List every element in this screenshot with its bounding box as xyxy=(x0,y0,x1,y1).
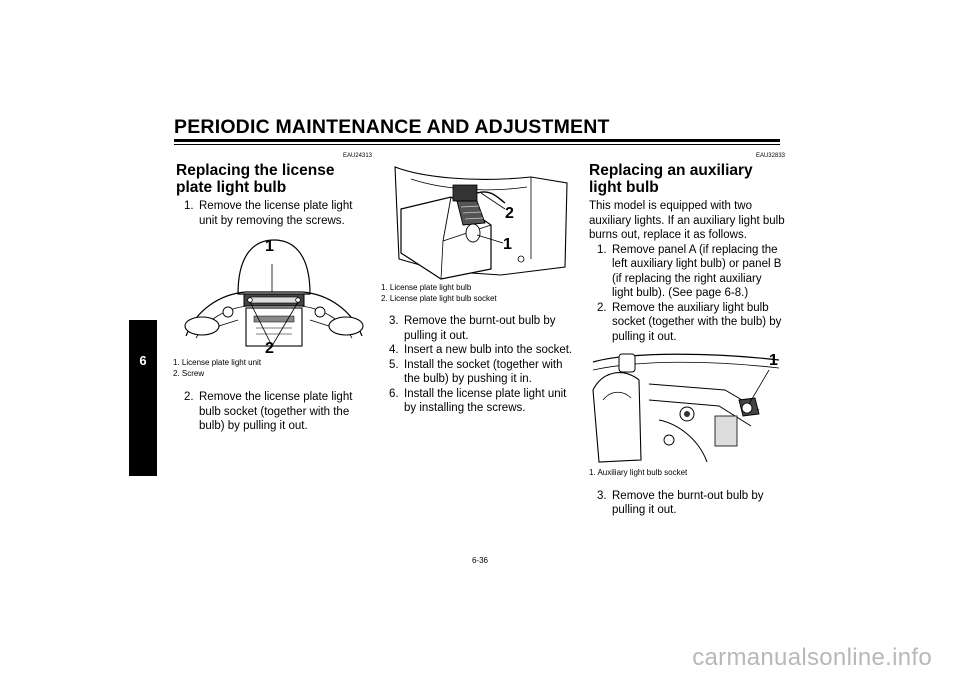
step-number: 4. xyxy=(389,344,399,356)
chapter-number: 6 xyxy=(139,353,147,368)
figure-caption-list xyxy=(173,358,372,379)
header-rule-thin xyxy=(174,144,780,145)
step-item xyxy=(176,390,372,434)
license-plate-unit-illustration xyxy=(176,234,372,358)
step-text: Install the socket (together with the bulb) by pushing it in. xyxy=(404,358,563,385)
left-column xyxy=(173,152,372,434)
page-number: 6-36 xyxy=(471,556,488,565)
license-plate-bulb-figure xyxy=(381,163,577,281)
figure-label: 1 xyxy=(769,352,778,369)
step-text: Remove panel A (if replacing the left auxiliary light bulb) or panel B (if replacing the right auxiliary light bulb). (See page 6-8.) xyxy=(612,243,782,299)
figure-caption: 1. License plate light bulb xyxy=(381,283,472,292)
figure-caption-list xyxy=(589,468,785,479)
step-item xyxy=(589,243,785,301)
right-column xyxy=(589,152,785,518)
figure-caption-list xyxy=(381,283,577,304)
step-number: 3. xyxy=(597,489,607,502)
step-text: Remove the license plate light unit by removing the screws. xyxy=(199,200,353,227)
chapter-tab xyxy=(129,320,157,476)
step-text: Insert a new bulb into the socket. xyxy=(404,344,573,356)
figure-label: 2 xyxy=(265,340,274,357)
section-heading: Replacing the license plate light bulb xyxy=(176,162,335,196)
figure-label: 2 xyxy=(505,205,514,222)
step-number: 6. xyxy=(389,387,399,400)
step-item xyxy=(381,358,577,387)
header-rule xyxy=(174,139,780,142)
figure-caption: 1. License plate light unit xyxy=(173,358,262,367)
auxiliary-light-figure xyxy=(589,350,785,468)
step-text: Remove the burnt-out bulb by pulling it out. xyxy=(612,489,764,516)
step-number: 3. xyxy=(389,315,399,327)
section-code: EAU24313 xyxy=(342,153,372,159)
step-item xyxy=(589,489,785,518)
step-number: 1. xyxy=(184,200,194,212)
step-item xyxy=(381,343,577,358)
step-item xyxy=(381,314,577,343)
middle-column xyxy=(381,163,577,416)
step-number: 2. xyxy=(184,391,194,403)
section-heading: Replacing an auxiliary light bulb xyxy=(589,162,753,196)
license-plate-unit-figure xyxy=(176,234,372,358)
watermark-text: carmanualsonline.info xyxy=(692,644,932,671)
figure-label: 1 xyxy=(265,238,274,255)
step-number: 1. xyxy=(597,243,607,256)
step-number: 2. xyxy=(597,301,607,314)
step-text: Remove the auxiliary light bulb socket (together with the bulb) by pulling it out. xyxy=(612,301,782,343)
page-header-title: PERIODIC MAINTENANCE AND ADJUSTMENT xyxy=(174,116,610,138)
figure-label: 1 xyxy=(503,236,512,253)
step-item xyxy=(589,301,785,345)
figure-caption: 1. Auxiliary light bulb socket xyxy=(589,468,688,477)
license-plate-bulb-illustration xyxy=(381,163,577,281)
auxiliary-light-illustration xyxy=(589,350,785,468)
section-code: EAU32833 xyxy=(755,153,785,159)
step-item xyxy=(176,199,372,228)
figure-caption: 2. Screw xyxy=(173,368,205,378)
step-text: Remove the burnt-out bulb by pulling it out. xyxy=(404,315,556,342)
step-text: Remove the license plate light bulb socket (together with the bulb) by pulling it out. xyxy=(199,391,353,432)
step-item xyxy=(381,387,577,416)
figure-caption: 2. License plate light bulb socket xyxy=(381,293,497,303)
intro-paragraph: This model is equipped with two auxiliary lights. If an auxiliary light bulb burns out, replace it as follows. xyxy=(589,200,785,241)
step-text: Install the license plate light unit by installing the screws. xyxy=(404,387,567,414)
step-number: 5. xyxy=(389,358,399,371)
